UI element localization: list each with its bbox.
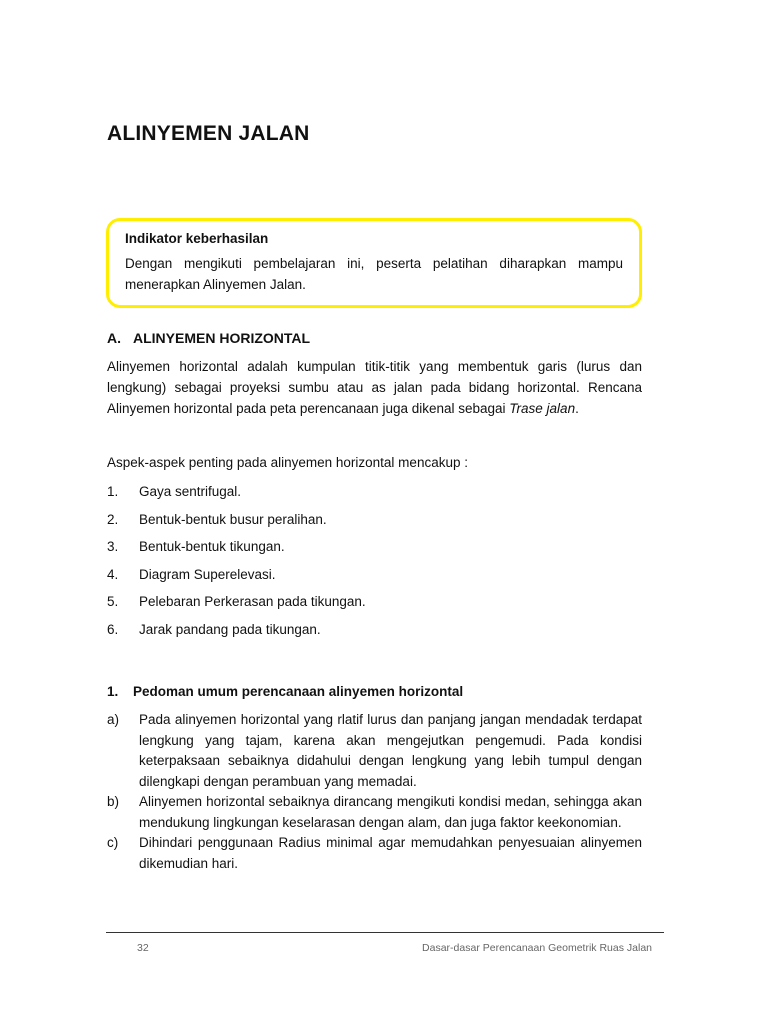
indicator-text: Dengan mengikuti pembelajaran ini, peserta pelatihan diharapkan mampu menerapkan Alinyemen Jalan. [125, 256, 623, 292]
list-item-marker: 6. [107, 621, 119, 637]
list-item [107, 833, 642, 874]
list-item [107, 564, 642, 592]
section-a-paragraph-2: Aspek-aspek penting pada alinyemen horizontal mencakup : [107, 455, 468, 470]
list-item-text: Dihindari penggunaan Radius minimal agar memudahkan penyesuaian alinyemen dikemudian hari. [139, 835, 642, 871]
aspect-list [107, 481, 642, 646]
list-item [107, 619, 642, 647]
list-item-marker: 3. [107, 539, 119, 554]
footer-book-title: Dasar-dasar Perencanaan Geometrik Ruas Jalan [422, 942, 652, 954]
paragraph-1-text: Alinyemen horizontal adalah kumpulan titik-titik yang membentuk garis (lurus dan lengkung) sebagai proyeksi sumbu atau as jalan pada bidang horizontal. Rencana Alinyemen horizontal pada peta perencanaan juga dikenal sebagai [107, 359, 642, 416]
list-item-text: Jarak pandang pada tikungan. [139, 621, 321, 637]
list-item-text: Diagram Superelevasi. [139, 566, 276, 582]
list-item-text: Bentuk-bentuk tikungan. [139, 539, 285, 554]
paragraph-1-italic-term: Trase jalan [509, 401, 576, 416]
list-item [107, 536, 642, 564]
footer-divider [106, 932, 664, 933]
indicator-title: Indikator keberhasilan [125, 231, 269, 246]
list-item [107, 591, 642, 619]
list-item-text: Pelebaran Perkerasan pada tikungan. [139, 594, 366, 609]
list-item [107, 509, 642, 537]
subsection-1-heading [107, 684, 463, 699]
list-item [107, 710, 642, 792]
list-item-marker: b) [107, 794, 120, 809]
list-item-text: Pada alinyemen horizontal yang rlatif lurus dan panjang jangan mendadak terdapat lengkung yang tajam, karena akan mengejutkan pengemudi. Pada kondisi keterpaksaan sebaiknya didahului dengan lengkung yang lebih tumpul dengan dilengkapi dengan perambuan yang memadai. [139, 712, 642, 789]
list-item-marker: 5. [107, 594, 119, 609]
list-item-text: Alinyemen horizontal sebaiknya dirancang mengikuti kondisi medan, sehingga akan mendukung lingkungan keselarasan dengan alam, dan juga faktor keekonomian. [139, 794, 642, 830]
section-a-title: ALINYEMEN HORIZONTAL [133, 330, 311, 346]
list-item [107, 481, 642, 509]
list-item-marker: 4. [107, 566, 119, 582]
page-number: 32 [137, 942, 149, 954]
page-title: ALINYEMEN JALAN [107, 122, 310, 145]
paragraph-1-end: . [575, 401, 579, 416]
list-item-text: Bentuk-bentuk busur peralihan. [139, 511, 327, 527]
list-item-marker: 1. [107, 484, 119, 499]
subsection-1-title: Pedoman umum perencanaan alinyemen horizontal [133, 684, 464, 699]
list-item-marker: a) [107, 712, 120, 727]
section-a-number: A. [107, 330, 121, 346]
list-item-marker: c) [107, 835, 119, 850]
guideline-list [107, 710, 642, 874]
list-item-text: Gaya sentrifugal. [139, 484, 242, 499]
subsection-1-number: 1. [107, 684, 119, 699]
indicator-box [106, 218, 642, 308]
section-a-paragraph-1 [107, 356, 642, 419]
list-item-marker: 2. [107, 511, 119, 527]
section-a-heading [107, 330, 310, 346]
list-item [107, 792, 642, 833]
